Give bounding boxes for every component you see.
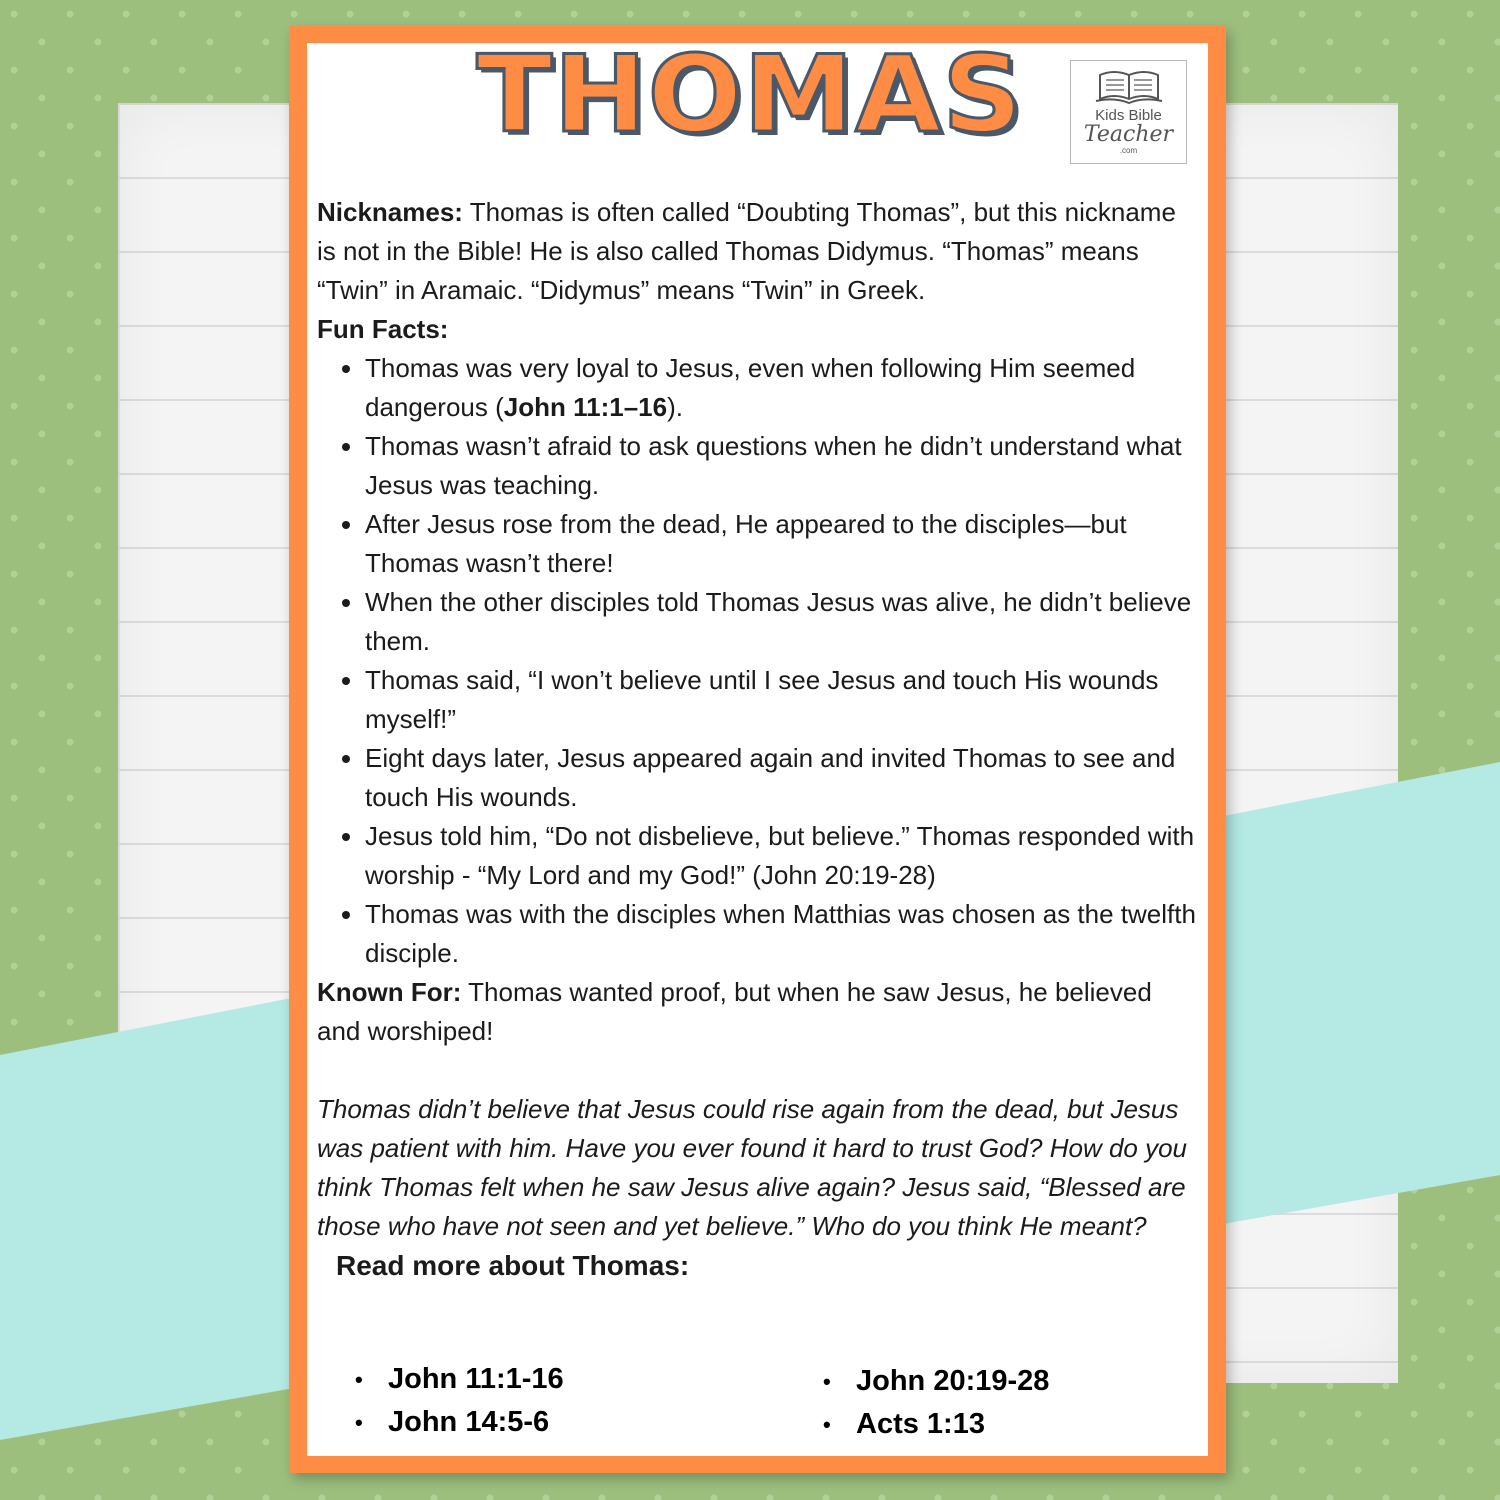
reference-item: • John 11:1-16 — [355, 1358, 564, 1401]
logo-text-com: .com — [1119, 146, 1138, 155]
fun-fact-item — [365, 349, 1197, 427]
read-more-heading: Read more about Thomas: — [336, 1250, 690, 1281]
card-content — [317, 193, 1197, 1286]
reference-item: • John 14:5-6 — [355, 1401, 564, 1444]
open-book-icon — [1094, 67, 1164, 105]
fun-fact-item: • Eight days later, Jesus appeared again and invited Thomas to see and touch His wounds. — [365, 739, 1197, 817]
fun-fact-text-end: ). — [667, 392, 683, 422]
page-title: THOMAS — [476, 33, 1024, 156]
nicknames-label: Nicknames: — [317, 197, 463, 227]
fun-fact-item: • Thomas wasn’t afraid to ask questions when he didn’t understand what Jesus was teaching. — [365, 427, 1197, 505]
fun-fact-item: • After Jesus rose from the dead, He appeared to the disciples—but Thomas wasn’t there! — [365, 505, 1197, 583]
known-for-paragraph — [317, 973, 1197, 1051]
kids-bible-teacher-logo — [1070, 60, 1187, 164]
fun-fact-text: Thomas was very loyal to Jesus, even when following Him seemed dangerous ( — [365, 353, 1136, 422]
scripture-reference: John 11:1–16 — [503, 392, 668, 422]
fun-fact-item: • Thomas was with the disciples when Matthias was chosen as the twelfth disciple. — [365, 895, 1197, 973]
known-for-label: Known For: — [317, 977, 462, 1007]
reference-item: • Acts 1:13 — [823, 1403, 1049, 1446]
reference-item: • John 20:19-28 — [823, 1360, 1049, 1403]
known-for-text: Thomas wanted proof, but when he saw Jesus, he believed and worshiped! — [317, 977, 1152, 1046]
logo-text-teacher: Teacher — [1083, 122, 1174, 147]
fun-facts-heading: Fun Facts: — [317, 314, 449, 344]
nicknames-paragraph — [317, 193, 1197, 310]
fun-fact-item: • When the other disciples told Thomas Jesus was alive, he didn’t believe them. — [365, 583, 1197, 661]
nicknames-text: Thomas is often called “Doubting Thomas”, but this nickname is not in the Bible! He is also called Thomas Didymus. “Thomas” means “Twin” in Aramaic. “Didymus” means “Twin” in Greek. — [317, 197, 1176, 305]
fun-facts-list — [317, 349, 1197, 973]
spacer — [317, 1051, 1197, 1090]
references-right-column — [823, 1360, 1049, 1446]
reflection-paragraph: Thomas didn’t believe that Jesus could rise again from the dead, but Jesus was patient with him. Have you ever found it hard to trust God? How do you think Thomas felt when he saw Jesus alive again? Jesus said, “Blessed are those who have not seen and yet believe.” Who do you think He meant? — [317, 1094, 1188, 1241]
logo-text-kids-bible: Kids Bible — [1095, 107, 1162, 124]
references-left-column — [355, 1358, 564, 1444]
fun-fact-item: • Jesus told him, “Do not disbelieve, but believe.” Thomas responded with worship - “My Lord and my God!” (John 20:19-28) — [365, 817, 1197, 895]
fun-fact-item: • Thomas said, “I won’t believe until I see Jesus and touch His wounds myself!” — [365, 661, 1197, 739]
